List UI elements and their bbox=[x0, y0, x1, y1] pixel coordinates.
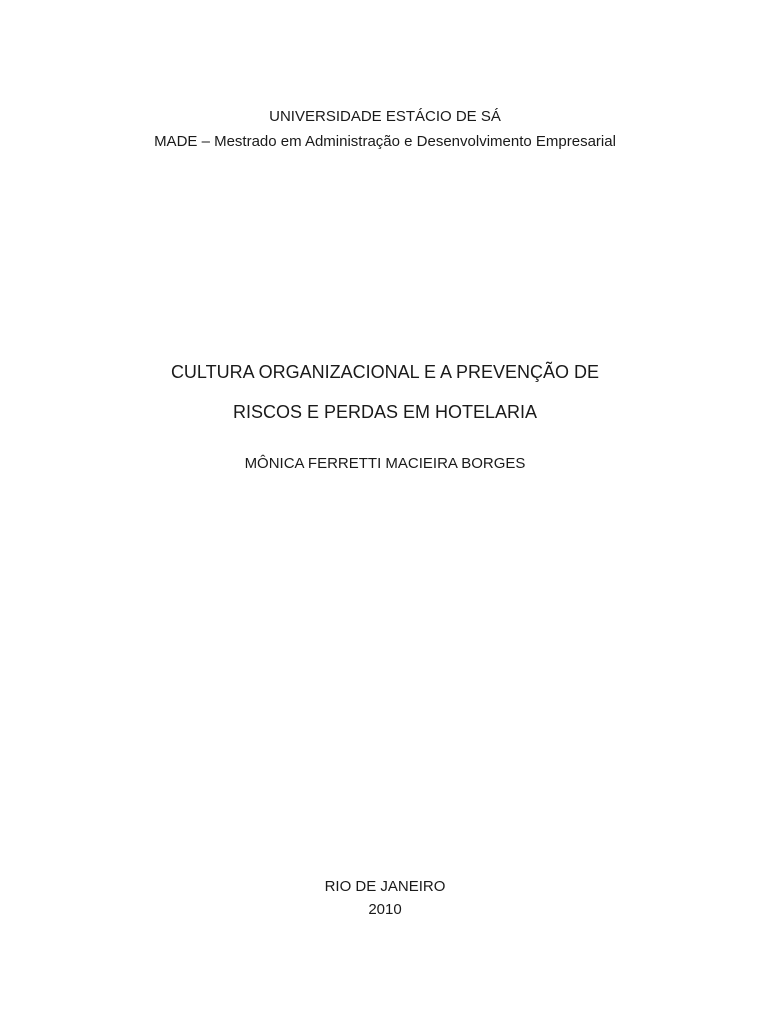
thesis-title-line-2: RISCOS E PERDAS EM HOTELARIA bbox=[232, 402, 538, 422]
university-name: UNIVERSIDADE ESTÁCIO DE SÁ bbox=[269, 108, 501, 125]
program-name: MADE – Mestrado em Administração e Desenvolvimento Empresarial bbox=[154, 133, 616, 150]
city: RIO DE JANEIRO bbox=[324, 878, 446, 895]
year: 2010 bbox=[368, 901, 402, 918]
thesis-title-line-1: CULTURA ORGANIZACIONAL E A PREVENÇÃO DE bbox=[170, 362, 600, 382]
author-name: MÔNICA FERRETTI MACIEIRA BORGES bbox=[244, 455, 526, 472]
